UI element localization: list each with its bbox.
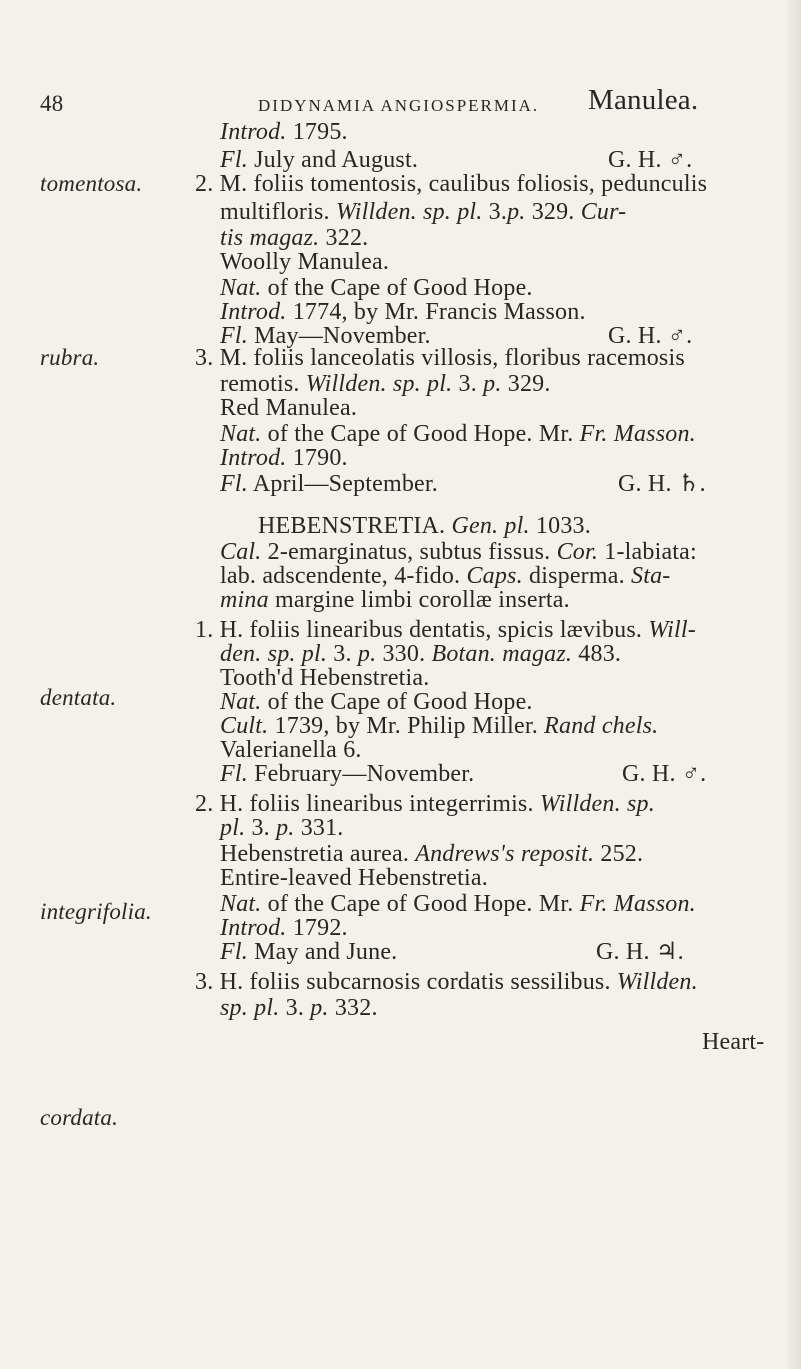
text-run: February—November. bbox=[247, 761, 475, 787]
text-run: Tooth'd Hebenstretia. bbox=[220, 665, 430, 691]
italic-text: pl. bbox=[220, 815, 246, 841]
text-run: 3. bbox=[482, 199, 508, 225]
text-run: disperma. bbox=[522, 563, 631, 589]
text-run: 1792. bbox=[286, 915, 348, 941]
margin-name: dentata. bbox=[40, 685, 117, 710]
italic-text: Introd. bbox=[220, 445, 287, 471]
habitat-mark: G. H. ♃. bbox=[596, 939, 684, 965]
text-line bbox=[195, 968, 698, 996]
text-run: May and June. bbox=[247, 939, 398, 965]
italic-text: Cor. bbox=[556, 539, 599, 565]
text-run: 332. bbox=[328, 995, 378, 1021]
text-line bbox=[220, 118, 348, 146]
text-run: 330. bbox=[376, 641, 432, 667]
italic-text: Fl. bbox=[220, 471, 248, 497]
italic-text: Andrews's reposit. bbox=[415, 841, 595, 867]
text-run: 3. bbox=[245, 815, 277, 841]
text-run: HEBENSTRETIA. bbox=[258, 513, 452, 539]
text-run: Woolly Manulea. bbox=[220, 249, 390, 275]
text-line bbox=[220, 394, 357, 422]
margin-name: cordata. bbox=[40, 1105, 119, 1130]
text-run: Heart- bbox=[702, 1029, 765, 1055]
text-line bbox=[220, 198, 626, 226]
habitat-mark: G. H. ♂. bbox=[608, 147, 693, 173]
text-run: lab. adscendente, 4-fido. bbox=[220, 563, 467, 589]
italic-text: Willden. sp. bbox=[539, 791, 655, 817]
italic-text: mina bbox=[220, 587, 269, 613]
genus-heading bbox=[258, 512, 591, 540]
italic-text: Introd. bbox=[220, 119, 287, 145]
italic-text: Fr. Masson. bbox=[579, 421, 696, 447]
habitat-mark: G. H. ♂. bbox=[622, 761, 707, 787]
page-edge bbox=[787, 0, 801, 1369]
text-line bbox=[220, 470, 438, 498]
habitat-mark: G. H. ♂. bbox=[608, 323, 693, 349]
text-run: Entire-leaved Hebenstretia. bbox=[220, 865, 488, 891]
italic-text: Nat. bbox=[220, 275, 262, 301]
text-run: 1-labiata: bbox=[598, 539, 697, 565]
italic-text: Sta- bbox=[631, 563, 671, 589]
text-run: Valerianella 6. bbox=[220, 737, 362, 763]
text-run: margine limbi corollæ inserta. bbox=[268, 587, 570, 613]
italic-text: p. bbox=[507, 199, 526, 225]
italic-text: Nat. bbox=[220, 689, 262, 715]
text-line bbox=[220, 760, 474, 788]
margin-name: integrifolia. bbox=[40, 899, 152, 924]
italic-text: tis magaz. bbox=[220, 225, 320, 251]
italic-text: Fl. bbox=[220, 323, 248, 349]
italic-text: Nat. bbox=[220, 891, 262, 917]
italic-text: Caps. bbox=[466, 563, 523, 589]
text-line bbox=[702, 1028, 765, 1056]
text-run: 322. bbox=[319, 225, 369, 251]
text-run: 1033. bbox=[529, 513, 591, 539]
italic-text: Willden. bbox=[616, 969, 698, 995]
italic-text: Rand chels. bbox=[544, 713, 659, 739]
text-line bbox=[220, 248, 389, 276]
text-run: of the Cape of Good Hope. Mr. bbox=[261, 891, 580, 917]
text-run: of the Cape of Good Hope. Mr. bbox=[261, 421, 580, 447]
text-run: 2. H. foliis linearibus integerrimis. bbox=[195, 791, 540, 817]
italic-text: Fl. bbox=[220, 147, 248, 173]
text-run: 1790. bbox=[286, 445, 348, 471]
text-line bbox=[195, 344, 685, 372]
text-run: 329. bbox=[501, 371, 551, 397]
italic-text: Fl. bbox=[220, 761, 248, 787]
text-run: multifloris. bbox=[220, 199, 336, 225]
italic-text: sp. pl. bbox=[220, 995, 280, 1021]
text-run: 3. H. foliis subcarnosis cordatis sessilibus. bbox=[195, 969, 617, 995]
italic-text: Will- bbox=[648, 617, 696, 643]
text-run: 3. bbox=[279, 995, 311, 1021]
italic-text: Gen. pl. bbox=[451, 513, 530, 539]
text-line bbox=[220, 994, 378, 1022]
habitat-mark: G. H. ♄. bbox=[618, 471, 706, 497]
genus-title: Manulea. bbox=[588, 84, 699, 116]
italic-text: Introd. bbox=[220, 915, 287, 941]
text-run: of the Cape of Good Hope. bbox=[261, 689, 533, 715]
italic-text: Botan. magaz. bbox=[431, 641, 573, 667]
text-run: 2. M. foliis tomentosis, caulibus foliosis, pedunculis bbox=[195, 171, 708, 197]
italic-text: Willden. sp. pl. bbox=[335, 199, 483, 225]
text-run: May—November. bbox=[247, 323, 431, 349]
text-run: 3. bbox=[327, 641, 358, 667]
italic-text: Cal. bbox=[220, 539, 262, 565]
running-head: DIDYNAMIA ANGIOSPERMIA. bbox=[258, 96, 540, 115]
text-run: 2-emarginatus, subtus fissus. bbox=[261, 539, 557, 565]
margin-name: rubra. bbox=[40, 345, 100, 370]
text-line bbox=[220, 444, 348, 472]
text-run: remotis. bbox=[220, 371, 306, 397]
text-line bbox=[220, 864, 488, 892]
text-run: 1. H. foliis linearibus dentatis, spicis lævibus. bbox=[195, 617, 649, 643]
italic-text: p. bbox=[357, 641, 377, 667]
text-run: 1739, by Mr. Philip Miller. bbox=[268, 713, 545, 739]
italic-text: Cur- bbox=[580, 199, 627, 225]
text-run: 329. bbox=[525, 199, 581, 225]
text-line bbox=[220, 938, 397, 966]
margin-name: tomentosa. bbox=[40, 171, 143, 196]
italic-text: Fr. Masson. bbox=[579, 891, 696, 917]
italic-text: p. bbox=[310, 995, 329, 1021]
text-run: 331. bbox=[294, 815, 344, 841]
italic-text: Cult. bbox=[220, 713, 269, 739]
text-run: 252. bbox=[594, 841, 644, 867]
italic-text: den. sp. pl. bbox=[220, 641, 328, 667]
text-line bbox=[220, 586, 570, 614]
italic-text: p. bbox=[276, 815, 295, 841]
text-run: July and August. bbox=[247, 147, 419, 173]
text-run: 1795. bbox=[286, 119, 348, 145]
text-run: 1774, by Mr. Francis Masson. bbox=[286, 299, 586, 325]
text-run: 483. bbox=[572, 641, 622, 667]
page-number: 48 bbox=[40, 91, 64, 116]
text-run: Hebenstretia aurea. bbox=[220, 841, 416, 867]
italic-text: Fl. bbox=[220, 939, 248, 965]
text-run: of the Cape of Good Hope. bbox=[261, 275, 533, 301]
italic-text: Introd. bbox=[220, 299, 287, 325]
text-run: 3. bbox=[452, 371, 484, 397]
text-run: April—September. bbox=[247, 471, 438, 497]
italic-text: Willden. sp. pl. bbox=[305, 371, 453, 397]
text-line bbox=[220, 814, 344, 842]
text-run: 3. M. foliis lanceolatis villosis, floribus racemosis bbox=[195, 345, 685, 371]
italic-text: p. bbox=[483, 371, 502, 397]
text-run: Red Manulea. bbox=[220, 395, 358, 421]
text-line bbox=[195, 170, 707, 198]
italic-text: Nat. bbox=[220, 421, 262, 447]
